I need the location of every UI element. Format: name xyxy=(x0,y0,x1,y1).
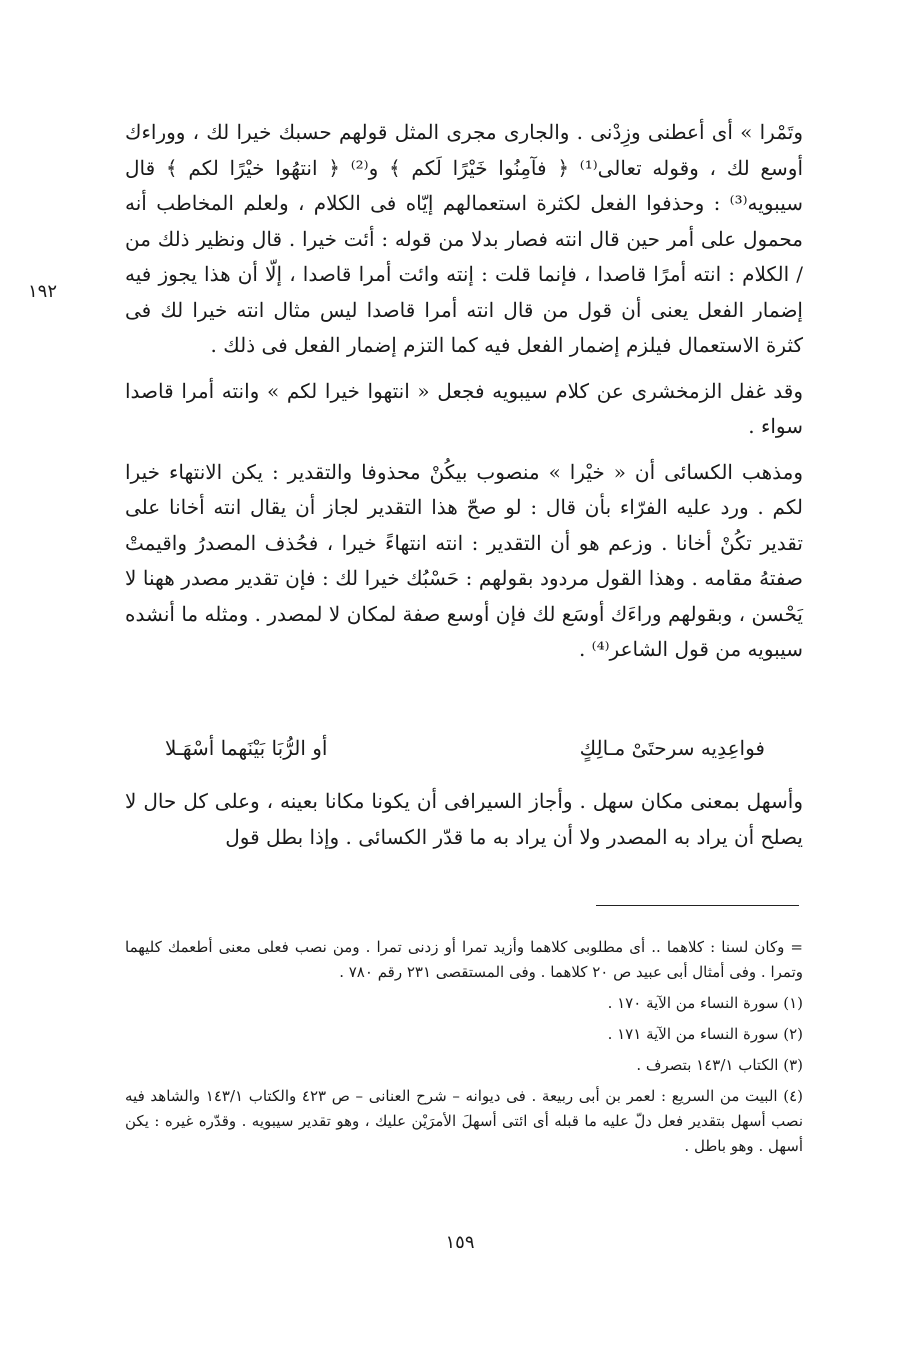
verse-first-hemistich: فواعِدِيه سرحتَىْ مـالِكٍ xyxy=(579,736,765,760)
verse-second-hemistich: أو الرُّبَا بَيْنَهما أسْهَـلا xyxy=(165,736,328,760)
margin-page-reference: ١٩٢ xyxy=(28,281,58,302)
footnote: = وكان لسنا : كلاهما .. أى مطلوبى كلاهما وأزيد تمرا أو زدنى تمرا . ومن نصب فعلى معنى أطعمك كليهما وتمرا . وفى أمثال أبى عبيد ص ٢٠ كلاهما . وفى المستقصى ٢٣١ رقم ٧٨٠ . xyxy=(125,938,803,981)
main-text xyxy=(125,115,803,668)
page-number: ١٥٩ xyxy=(445,1232,475,1253)
footnote-separator xyxy=(596,905,799,906)
footnote: (٣) الكتاب ١٤٣/١ بتصرف . xyxy=(636,1056,803,1074)
footnote: (٢) سورة النساء من الآية ١٧١ . xyxy=(607,1025,803,1043)
main-text-continuation xyxy=(125,784,803,855)
footnotes xyxy=(125,935,803,1159)
footnote: (٤) البيت من السريع : لعمر بن أبى ربيعة . فى ديوانه – شرح العنانى – ص ٤٢٣ والكتاب ١٤٣/١ والشاهد فيه نصب أسهل بتقدير فعل دلّ عليه ما قبله أى ائتى أسهلَ الأمرَيْن عليك ، وهو تقدير سيبويه . وقدّره غيره : يكن أسهل . وهو باطل . xyxy=(125,1087,803,1155)
footnote: (١) سورة النساء من الآية ١٧٠ . xyxy=(607,994,803,1012)
paragraph: وتَمْرا » أى أعطنى وزِدْنى . والجارى مجرى المثل قولهم حسبك خيرا لك ، ووراءك أوسع لك ، وقوله تعالى⁽¹⁾ ﴿ فآمِنُوا خَيْرًا لَكم ﴾ و⁽²⁾ ﴿ انتهُوا خيْرًا لكم ﴾ قال سيبويه⁽³⁾ : وحذفوا الفعل لكثرة استعمالهم إيّاه فى الكلام ، ولعلم المخاطب أنه محمول على أمر حين قال انته فصار بدلا من قوله : أئت خيرا . قال ونظير ذلك من / الكلام : انته أمرًا قاصدا ، فإنما قلت : إنته وائت أمرا قاصدا ، إلّا أن هذا يجوز فيه إضمار الفعل يعنى أن قول من قال انته أمرا قاصدا ليس مثال انته خيرا لك فى كثرة الاستعمال فيلزم إضمار الفعل فيه كما التزم إضمار الفعل فى ذلك . xyxy=(125,120,804,357)
poetry-verse xyxy=(165,736,765,772)
paragraph: وأسهل بمعنى مكان سهل . وأجاز السيرافى أن يكونا مكانا بعينه ، وعلى كل حال لا يصلح أن يراد به المصدر ولا أن يراد به ما قدّر الكسائى . وإذا بطل قول xyxy=(125,789,803,849)
paragraph: وقد غفل الزمخشرى عن كلام سيبويه فجعل « انتهوا خيرا لكم » وانته أمرا قاصدا سواء . xyxy=(125,378,803,438)
paragraph: ومذهب الكسائى أن « خيْرا » منصوب بيكُنْ محذوفا والتقدير : يكن الانتهاء خيرا لكم . ورد عليه الفرّاء بأن قال : لو صحّ هذا التقدير لجاز أن يقال انته أخانا على تقدير تكُنْ أخانا . وزعم هو أن التقدير : انته انتهاءً خيرا ، فحُذف المصدرُ واقيمتْ صفتهُ مقامه . وهذا القول مردود بقولهم : حَسْبُك خيرا لك : فإن تقدير مصدر ههنا لا يَحْسن ، وبقولهم وراءَك أوسَع لك فإن أوسع صفة لمكان لا لمصدر . ومثله ما أنشده سيبويه من قول الشاعر⁽⁴⁾ . xyxy=(125,459,803,661)
